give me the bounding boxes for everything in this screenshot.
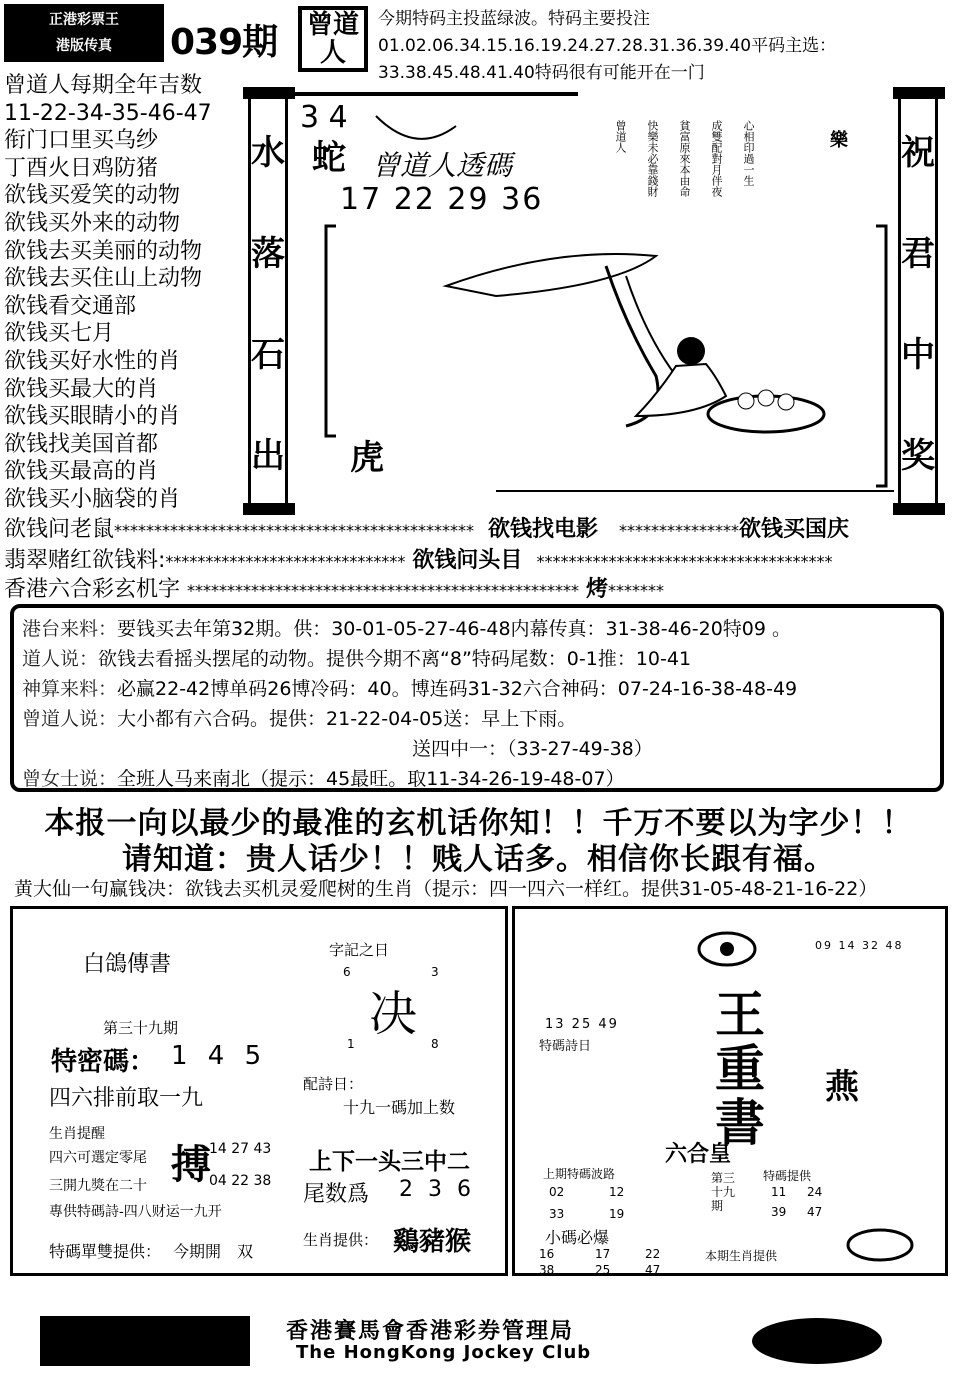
issue-number: 039期 [170, 22, 278, 63]
num: 22 [645, 1247, 661, 1261]
panel-title: 白鴿傳書 [83, 952, 172, 977]
bo-char: 搏 [171, 1141, 211, 1188]
left-line: 欲钱买爱笑的动物 [4, 183, 181, 209]
logo-line1: 正港彩票王 [49, 12, 119, 28]
seal-logo: 曾道人 [298, 6, 368, 72]
last-label: 上期特碼波路 [543, 1167, 616, 1181]
info-row [22, 704, 932, 734]
star-row-right: 欲钱买国庆 [739, 517, 850, 542]
scroll-cap [893, 87, 945, 99]
hint-label: 生肖提醒 [49, 1126, 105, 1142]
nums-top: 09 14 32 48 [815, 939, 904, 952]
clock-num: 8 [431, 1037, 439, 1051]
left-line: 欲钱看交通部 [4, 293, 137, 319]
danshuang-label: 特碼單雙提供： [49, 1242, 162, 1261]
info-label: 港台来料： [22, 618, 118, 640]
header-message: 今期特码主投蓝绿波。特码主要投注01.02.06.34.15.16.19.24.27.28.31.36.39.40平码主选：33.38.45.48.41.40特码很有可能开在一门 [378, 9, 837, 83]
star-row-mid: 欲钱问头目 [412, 548, 523, 573]
flower-icon [697, 929, 757, 969]
danshuang-value: 今期開 双 [173, 1242, 254, 1261]
shengxiao-value: 鷄豬猴 [393, 1227, 472, 1257]
info-text: 全班人马来南北（提示：45最旺。取11-34-26-19-48-07） [117, 768, 625, 790]
scroll-char: 石 [251, 335, 285, 375]
poem-line: 貧富原來本由命 [678, 120, 691, 197]
grid-row: 14 27 43 [209, 1141, 272, 1157]
big-char: 書 [715, 1093, 765, 1152]
poem-extra-char: 樂 [830, 130, 848, 151]
left-line: 欲钱买七月 [4, 321, 115, 347]
info-text: 送四中一：（33-27-49-38） [412, 738, 653, 760]
info-row [22, 674, 932, 704]
info-text: 欲钱去看摇头摆尾的动物。提供今期不离“8”特码尾数：0-1推：10-41 [98, 648, 692, 670]
left-line: 欲钱买眼睛小的肖 [4, 404, 181, 430]
tema-tigong: 特碼提供 [763, 1169, 812, 1183]
num: 17 [595, 1247, 611, 1261]
num: 19 [609, 1207, 625, 1221]
footer-title-en: The HongKong Jockey Club [296, 1342, 592, 1363]
top-numbers: 3 4 [300, 100, 348, 135]
star-row-mid: 烤 [586, 577, 609, 602]
num: 11 [771, 1185, 787, 1199]
footer-logo-right [752, 1318, 882, 1364]
left-line: 曾道人每期全年吉数 [4, 73, 203, 98]
row-a: 13 25 49 [545, 1017, 619, 1032]
hint-line: 三開九獎在二十 [49, 1178, 147, 1194]
star-row [4, 512, 954, 543]
poem-line: 曾道人 [614, 120, 627, 153]
zodiac-tiger: 虎 [350, 438, 384, 478]
star-row-stars: *************** [619, 521, 740, 540]
footer-title-cn: 香港賽馬會香港彩券管理局 [286, 1318, 575, 1344]
star-row-stars: ******* [608, 581, 665, 600]
panel-line1: 四六排前取一九 [49, 1086, 204, 1111]
left-line: 欲钱找美国首都 [4, 431, 159, 457]
left-line: 欲钱买外来的动物 [4, 210, 181, 236]
shengxiao-label: 生肖提供： [303, 1231, 379, 1249]
left-line: 欲钱买最高的肖 [4, 459, 159, 485]
info-text: 大小都有六合码。提供：21-22-04-05送：早上下雨。 [117, 708, 577, 730]
left-line: 欲钱去买住山上动物 [4, 266, 203, 292]
side-char: 燕 [825, 1067, 859, 1107]
star-row-left: 翡翠赌红欲钱料: [4, 548, 166, 573]
panel-issue: 第三十九期 [103, 1019, 179, 1037]
hint-line: 專供特碼詩-四八财运一九开 [49, 1204, 222, 1220]
poem-line: 快樂未必靠錢財 [646, 120, 659, 197]
scroll-char: 水 [251, 133, 285, 173]
info-row [22, 764, 932, 794]
vertical-poem [612, 120, 756, 210]
tema-label: 特密碼： [51, 1047, 156, 1077]
right-scroll [898, 96, 938, 506]
scroll-char: 奖 [901, 436, 935, 476]
left-line: 欲钱去买美丽的动物 [4, 238, 203, 264]
slogan-line: 请知道：贵人话少！！贱人话多。相信你长跟有福。 [122, 842, 835, 877]
num: 16 [539, 1247, 555, 1261]
info-row [22, 644, 932, 674]
poem-line: 成雙配對月伴夜 [710, 120, 723, 197]
clock-num: 3 [431, 965, 439, 979]
tema-poem: 特碼詩日 [539, 1039, 592, 1054]
star-row-stars: ****************************** [165, 552, 406, 571]
weishu-label: 尾数爲 [303, 1182, 370, 1207]
num: 25 [595, 1263, 611, 1277]
masthead-logo [4, 4, 164, 62]
star-row-stars: ************************************* [536, 552, 833, 571]
poem-text: 十九一碼加上数 [343, 1098, 456, 1117]
weishu-value: 2 3 6 [399, 1177, 475, 1202]
info-box [10, 604, 944, 792]
scroll-cap [243, 87, 295, 99]
num: 02 [549, 1185, 565, 1199]
big-char: 王 [715, 985, 765, 1044]
info-row [22, 614, 932, 644]
hint-line: 四六可選定零尾 [49, 1150, 147, 1166]
left-line: 衔门口里买乌纱 [4, 128, 159, 154]
illustration-title: 曾道人透碼 [372, 149, 513, 182]
benqi-label: 本期生肖提供 [705, 1249, 778, 1263]
info-label: 神算来料： [22, 678, 118, 700]
info-text: 必赢22-42博单码26博冷码：40。博连码31-32六合神码：07-24-16-38-48-49 [117, 678, 798, 700]
star-row-stars: ************************************************* [187, 581, 580, 600]
panel-left [10, 906, 508, 1276]
left-riddle-list [4, 72, 244, 514]
liuhe-title: 六合皇 [665, 1141, 732, 1167]
clock-num: 1 [347, 1037, 355, 1051]
info-row [22, 734, 932, 764]
info-text: 要钱买去年第32期。供：30-01-05-27-46-48内幕传真：31-38-46-20特09 。 [117, 618, 792, 640]
scroll-char: 出 [251, 436, 285, 476]
scroll-char: 中 [901, 335, 935, 375]
clock-title: 字記之日 [329, 941, 390, 959]
zodiac-snake: 蛇 [312, 138, 346, 178]
left-line: 欲钱买小脑袋的肖 [4, 486, 181, 512]
star-row-left: 欲钱问老鼠 [4, 517, 115, 542]
num: 38 [539, 1263, 555, 1277]
info-label: 曾道人说： [22, 708, 118, 730]
scroll-char: 落 [251, 234, 285, 274]
star-row [4, 572, 954, 603]
num: 47 [645, 1263, 661, 1277]
left-scroll [248, 96, 288, 506]
num: 24 [807, 1185, 823, 1199]
left-line: 欲钱买最大的肖 [4, 376, 159, 402]
num: 47 [807, 1205, 823, 1219]
star-row-stars: ********************************************* [114, 521, 475, 540]
left-line: 11-22-34-35-46-47 [4, 100, 212, 126]
big-char: 重 [715, 1039, 765, 1098]
poem-label: 配詩日： [303, 1075, 364, 1093]
info-label: 道人说： [22, 648, 99, 670]
num: 12 [609, 1185, 625, 1199]
issue-di: 第三十九期 [711, 1171, 736, 1213]
emblem-icon [845, 1227, 915, 1263]
footer-logo-left [40, 1316, 250, 1366]
num: 33 [549, 1207, 565, 1221]
tema-value: 1 4 5 [171, 1041, 268, 1071]
xiaoma: 小碼必爆 [545, 1228, 610, 1247]
num: 39 [771, 1205, 787, 1219]
poem-line: 心相印過一生 [742, 120, 755, 186]
star-row [4, 543, 954, 574]
clock-num: 6 [343, 965, 351, 979]
huang-daxian-tip: 黄大仙一句赢钱决：欲钱去买机灵爱爬树的生肖（提示：四一四六一样红。提供31-05-48-21-16-22） [14, 878, 878, 900]
info-label: 曾女士说： [22, 768, 118, 790]
grid-row: 04 22 38 [209, 1173, 272, 1189]
panel-right [512, 906, 948, 1276]
illustration-numbers: 17 22 29 36 [340, 182, 544, 217]
left-line: 欲钱买好水性的肖 [4, 348, 181, 374]
star-row-left: 香港六合彩玄机字 [4, 577, 181, 602]
slogan-line: 本报一向以最少的最准的玄机话你知！！千万不要以为字少！！ [44, 806, 913, 841]
scroll-char: 祝 [901, 133, 935, 173]
clock-char: 决 [369, 986, 418, 1042]
scroll-char: 君 [901, 234, 935, 274]
line-sxt: 上下一头三中二 [309, 1149, 470, 1175]
star-row-mid: 欲钱找电影 [488, 517, 599, 542]
logo-line2: 港版传真 [56, 38, 112, 54]
left-line: 丁酉火日鸡防猪 [4, 155, 159, 181]
